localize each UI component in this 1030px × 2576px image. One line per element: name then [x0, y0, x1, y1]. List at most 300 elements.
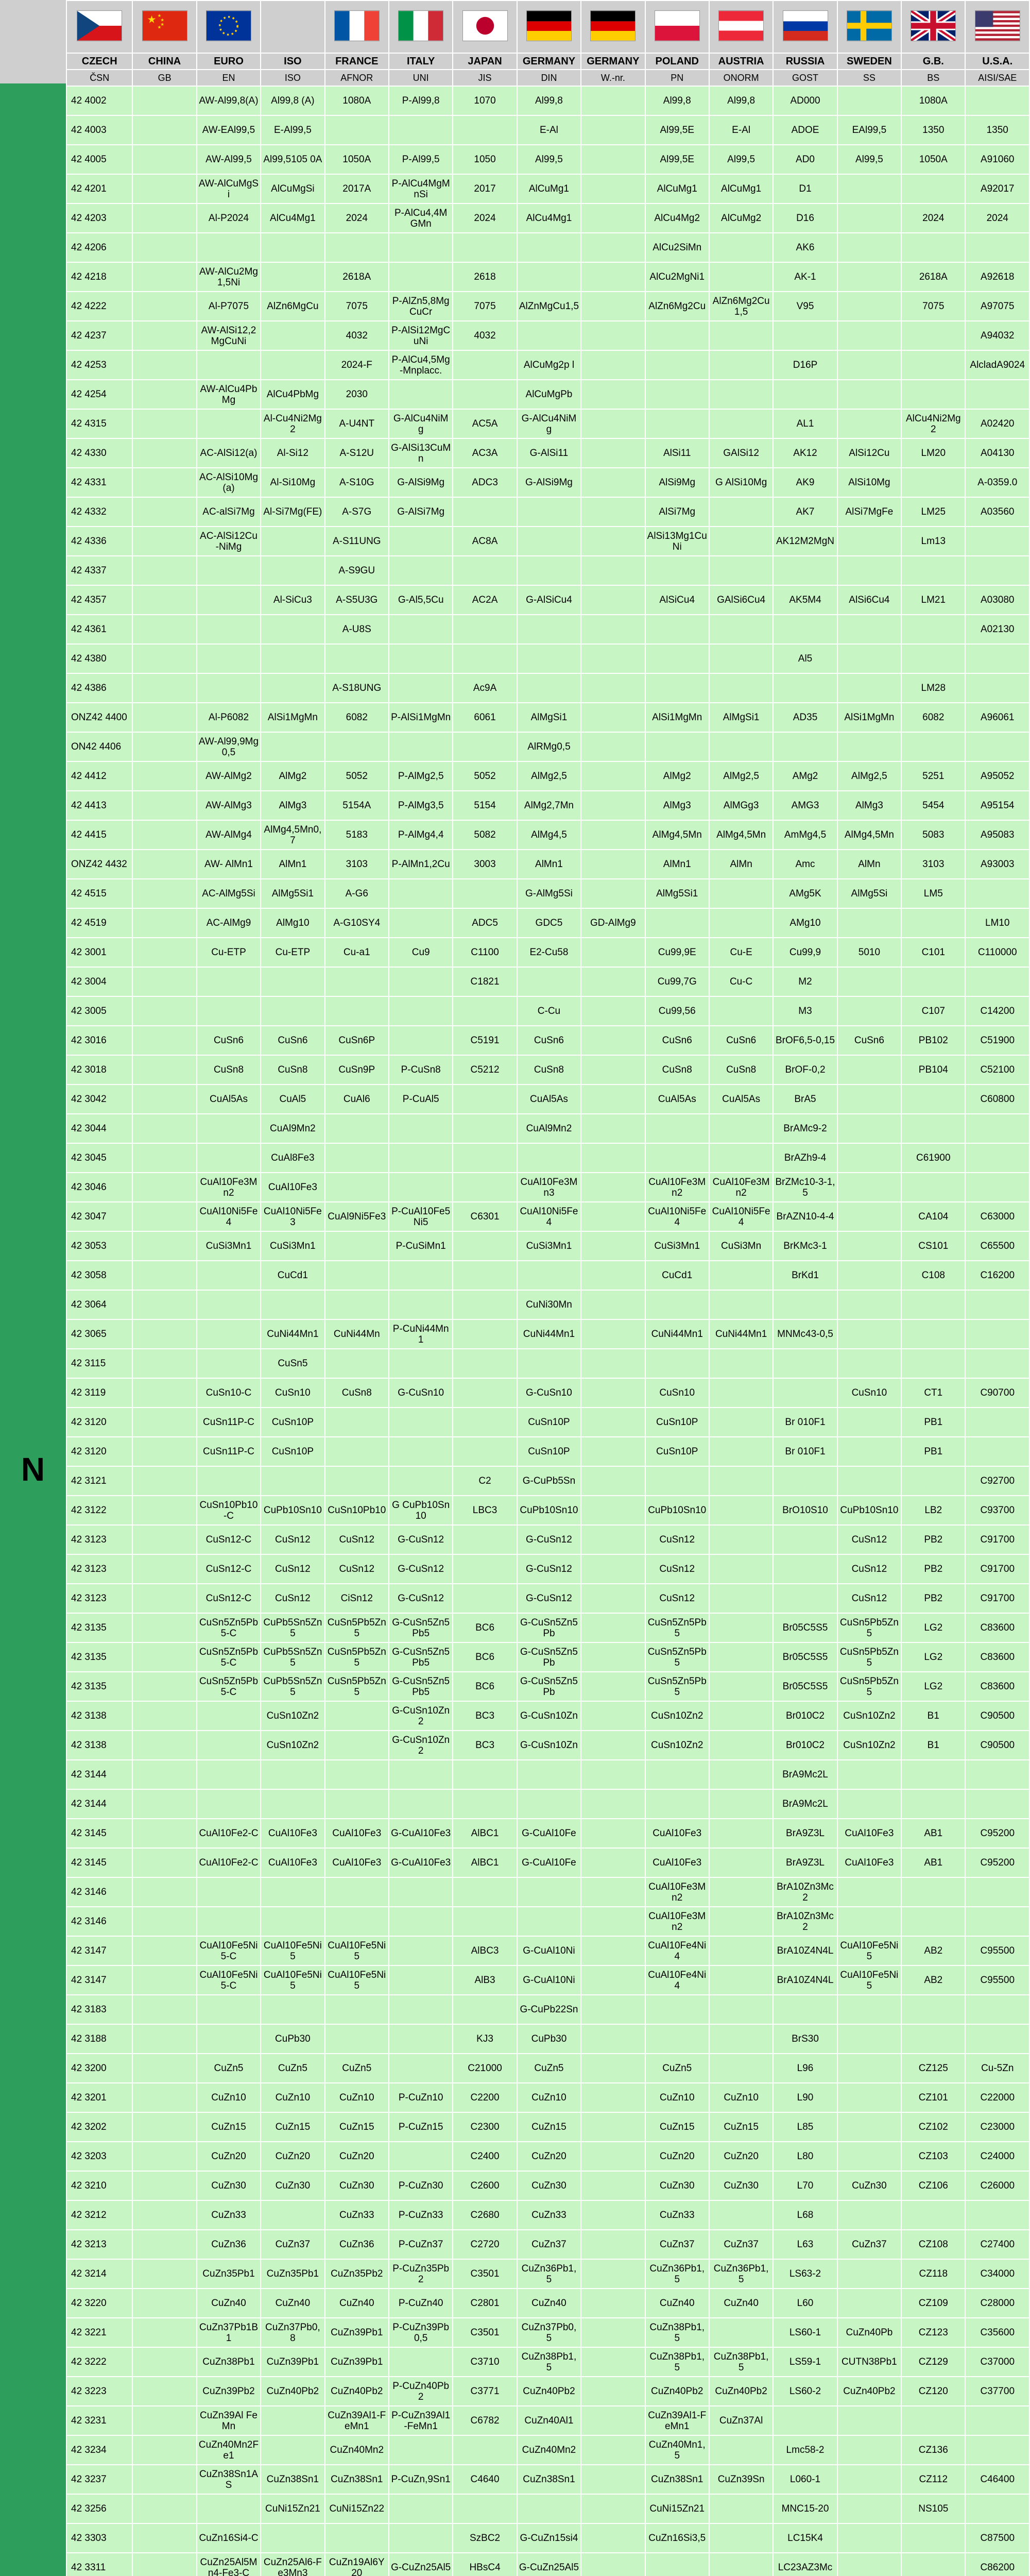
designation-cell: CuZn10	[709, 2083, 773, 2112]
table-row	[66, 1261, 1029, 1290]
designation-cell: BrOF6,5-0,15	[773, 1026, 837, 1055]
designation-cell: CuCd1	[261, 1261, 324, 1290]
designation-cell: B1	[901, 1731, 965, 1760]
designation-cell: C93700	[965, 1496, 1029, 1525]
designation-cell	[581, 321, 645, 350]
designation-cell	[132, 115, 196, 145]
designation-cell: A-G6	[325, 879, 389, 908]
designation-cell	[261, 615, 324, 644]
table-row	[66, 1378, 1029, 1408]
designation-cell: AB1	[901, 1848, 965, 1877]
designation-cell	[389, 1173, 453, 1202]
designation-cell: C23000	[965, 2112, 1029, 2142]
table-row	[66, 1907, 1029, 1936]
designation-cell: LS63-2	[773, 2259, 837, 2289]
designation-cell: CuZn5	[325, 2054, 389, 2083]
designation-cell	[773, 1995, 837, 2024]
designation-cell: A91060	[965, 145, 1029, 174]
standard-header: DIN	[517, 70, 581, 86]
flag-cell	[261, 1, 324, 53]
designation-cell	[261, 1290, 324, 1319]
designation-cell	[517, 673, 581, 703]
designation-cell	[132, 1378, 196, 1408]
designation-cell: CuSn12-C	[197, 1554, 261, 1584]
designation-cell: CuZn40	[261, 2289, 324, 2318]
designation-cell: GAlSi6Cu4	[709, 585, 773, 615]
designation-cell	[197, 1760, 261, 1789]
designation-cell: 2618	[453, 262, 517, 292]
designation-cell	[837, 2142, 901, 2171]
designation-cell: CuAl10Fe3Mn2	[709, 1173, 773, 1202]
designation-cell: CT1	[901, 1378, 965, 1408]
designation-cell: BrKMc3-1	[773, 1231, 837, 1261]
country-header: AUSTRIA	[709, 53, 773, 70]
designation-cell: CuAl10Fe3Mn2	[197, 1173, 261, 1202]
designation-cell: CuSn12	[645, 1554, 709, 1584]
designation-cell: AW-AlSi12,2MgCuNi	[197, 321, 261, 350]
designation-cell	[517, 497, 581, 527]
designation-cell: 2024	[453, 204, 517, 233]
designation-cell	[132, 497, 196, 527]
designation-cell	[389, 732, 453, 761]
designation-cell: Cu-ETP	[261, 938, 324, 967]
designation-cell	[517, 527, 581, 556]
designation-cell: AC-AlSi10Mg(a)	[197, 468, 261, 497]
designation-cell	[517, 1877, 581, 1907]
designation-cell: CuZn5	[517, 2054, 581, 2083]
designation-cell: CZ103	[901, 2142, 965, 2171]
designation-cell: CuSn6	[261, 1026, 324, 1055]
designation-cell: G-CuSn12	[517, 1584, 581, 1613]
designation-cell	[517, 1789, 581, 1819]
designation-cell: LG2	[901, 1672, 965, 1701]
designation-cell	[901, 732, 965, 761]
designation-cell	[837, 908, 901, 938]
designation-cell	[581, 2553, 645, 2576]
standard-header: W.-nr.	[581, 70, 645, 86]
designation-cell: CuSn12	[837, 1584, 901, 1613]
designation-cell	[645, 644, 709, 673]
designation-cell: CuSn8	[517, 1055, 581, 1084]
designation-cell: G-CuSn10Zn	[517, 1701, 581, 1731]
designation-cell: C5212	[453, 1055, 517, 1084]
designation-cell: A97075	[965, 292, 1029, 321]
designation-cell: AlMg2	[261, 761, 324, 791]
table-row	[66, 1173, 1029, 1202]
designation-cell: G-CuAl10Fe3	[389, 1819, 453, 1848]
designation-cell: G-CuAl10Ni	[517, 1936, 581, 1965]
designation-cell	[581, 2318, 645, 2347]
designation-cell: AMg5K	[773, 879, 837, 908]
designation-cell: NS105	[901, 2494, 965, 2523]
designation-cell	[132, 908, 196, 938]
designation-cell	[773, 1525, 837, 1554]
designation-cell: CuSn10P	[645, 1408, 709, 1437]
designation-cell	[837, 2024, 901, 2054]
designation-cell	[709, 1965, 773, 1995]
designation-cell	[261, 1466, 324, 1496]
designation-cell	[581, 1173, 645, 1202]
designation-cell: PB2	[901, 1584, 965, 1613]
designation-cell	[453, 644, 517, 673]
designation-cell: CuAl5As	[709, 1084, 773, 1114]
designation-cell	[837, 1995, 901, 2024]
designation-cell: CuZn10	[645, 2083, 709, 2112]
designation-cell: CuAl10Ni5Fe4	[517, 1202, 581, 1231]
designation-cell: CuPb5Sn5Zn5	[261, 1613, 324, 1642]
designation-cell	[132, 1936, 196, 1965]
designation-cell	[901, 556, 965, 585]
designation-cell: CuSn6	[197, 1026, 261, 1055]
designation-cell	[965, 2406, 1029, 2435]
table-row	[66, 1584, 1029, 1613]
designation-cell: CuZn10	[325, 2083, 389, 2112]
designation-cell	[645, 1760, 709, 1789]
table-row	[66, 1231, 1029, 1261]
czech-code-cell: 42 4254	[66, 380, 132, 409]
designation-cell	[132, 1319, 196, 1349]
designation-cell	[581, 1554, 645, 1584]
designation-cell: CuSn10Pb10-C	[197, 1496, 261, 1525]
designation-cell: Al-SiCu3	[261, 585, 324, 615]
designation-cell: AlSiCu4	[645, 585, 709, 615]
designation-cell: Al-Cu4Ni2Mg2	[261, 409, 324, 438]
designation-cell: 5010	[837, 938, 901, 967]
designation-cell: AlMg5Si	[837, 879, 901, 908]
designation-cell	[389, 1349, 453, 1378]
designation-cell: PB1	[901, 1408, 965, 1437]
czech-code-cell: 42 3220	[66, 2289, 132, 2318]
designation-cell	[132, 468, 196, 497]
designation-cell: CuAl10Fe3Mn2	[645, 1907, 709, 1936]
designation-cell: CuZn35Pb1	[261, 2259, 324, 2289]
designation-cell: LBC3	[453, 1496, 517, 1525]
designation-cell: Lm13	[901, 527, 965, 556]
designation-cell: 2017A	[325, 174, 389, 204]
designation-cell: B1	[901, 1701, 965, 1731]
designation-cell: LM21	[901, 585, 965, 615]
designation-cell	[709, 1584, 773, 1613]
designation-cell	[325, 1408, 389, 1437]
designation-cell: CuSn6	[645, 1026, 709, 1055]
table-row	[66, 409, 1029, 438]
designation-cell: CuAl10Fe5Ni5	[325, 1965, 389, 1995]
designation-cell	[517, 1143, 581, 1173]
designation-cell	[773, 1290, 837, 1319]
designation-cell: CuSn12-C	[197, 1584, 261, 1613]
designation-cell: MNMc43-0,5	[773, 1319, 837, 1349]
designation-cell	[709, 1378, 773, 1408]
designation-cell: P-AlMn1,2Cu	[389, 850, 453, 879]
designation-cell	[132, 1848, 196, 1877]
designation-cell	[901, 1466, 965, 1496]
designation-cell: GAlSi12	[709, 438, 773, 468]
designation-cell	[389, 615, 453, 644]
designation-cell: CZ118	[901, 2259, 965, 2289]
designation-cell	[581, 1819, 645, 1848]
designation-cell	[901, 2024, 965, 2054]
designation-cell: C22000	[965, 2083, 1029, 2112]
designation-cell	[581, 2259, 645, 2289]
designation-cell	[645, 1143, 709, 1173]
standard-header: ONORM	[709, 70, 773, 86]
designation-cell: CuZn5	[261, 2054, 324, 2083]
table-row	[66, 2171, 1029, 2200]
flag-cell	[517, 1, 581, 53]
designation-cell: Al99,5E	[645, 115, 709, 145]
table-row	[66, 2200, 1029, 2230]
czech-code-cell: 42 3045	[66, 1143, 132, 1173]
designation-cell: P-CuZn39Pb0,5	[389, 2318, 453, 2347]
czech-code-cell: 42 4413	[66, 791, 132, 820]
designation-cell	[965, 556, 1029, 585]
table-row	[66, 996, 1029, 1026]
designation-cell: Cu99,56	[645, 996, 709, 1026]
designation-cell: CuAl10Fe5Ni5-C	[197, 1936, 261, 1965]
designation-cell: CuSi3Mn1	[261, 1231, 324, 1261]
designation-cell: CuAl10Ni5Fe4	[197, 1202, 261, 1231]
designation-cell: A93003	[965, 850, 1029, 879]
designation-cell: C1100	[453, 938, 517, 967]
designation-cell: AlCu4Mg2	[645, 204, 709, 233]
designation-cell: AlB3	[453, 1965, 517, 1995]
designation-cell: CuPb5Sn5Zn5	[261, 1642, 324, 1672]
designation-cell	[453, 1173, 517, 1202]
designation-cell: L060-1	[773, 2465, 837, 2494]
designation-cell	[325, 1466, 389, 1496]
table-body	[66, 86, 1029, 2576]
designation-cell	[517, 262, 581, 292]
designation-cell	[709, 1789, 773, 1819]
designation-cell: G-CuSn10	[517, 1378, 581, 1408]
designation-cell: P-CuZn40Pb2	[389, 2377, 453, 2406]
designation-cell: P-CuAl10Fe5Ni5	[389, 1202, 453, 1231]
designation-cell	[773, 380, 837, 409]
designation-cell: P-AlSi12MgCuNi	[389, 321, 453, 350]
designation-cell: CuSn10P	[517, 1437, 581, 1466]
table-row	[66, 2523, 1029, 2553]
country-header-row	[66, 53, 1029, 70]
designation-cell: C2300	[453, 2112, 517, 2142]
designation-cell	[132, 438, 196, 468]
czech-code-cell: 42 3065	[66, 1319, 132, 1349]
designation-cell: CuZn37Al	[709, 2406, 773, 2435]
designation-cell: CuSn10P	[261, 1437, 324, 1466]
designation-cell: AW-AlCuMgSi	[197, 174, 261, 204]
designation-cell	[132, 86, 196, 115]
designation-cell: CuZn40Pb2	[837, 2377, 901, 2406]
designation-cell: LM10	[965, 908, 1029, 938]
designation-cell: CuZn35Pb1	[197, 2259, 261, 2289]
designation-cell: LS60-1	[773, 2318, 837, 2347]
designation-cell: CuZn39Al1-FeMn1	[325, 2406, 389, 2435]
designation-cell	[581, 438, 645, 468]
table-row	[66, 850, 1029, 879]
designation-cell: AlMg2,5	[837, 761, 901, 791]
designation-cell	[132, 1290, 196, 1319]
designation-cell	[837, 2083, 901, 2112]
designation-cell: C51900	[965, 1026, 1029, 1055]
designation-cell	[581, 292, 645, 321]
designation-cell: CuAl10Fe5Ni5	[261, 1965, 324, 1995]
designation-cell: CuZn30	[709, 2171, 773, 2200]
table-row	[66, 262, 1029, 292]
designation-cell: Br05C5S5	[773, 1642, 837, 1672]
table-row	[66, 1995, 1029, 2024]
sweden-flag-icon	[847, 10, 892, 41]
designation-cell: CuSn6P	[325, 1026, 389, 1055]
country-header: G.B.	[901, 53, 965, 70]
designation-cell: Br05C5S5	[773, 1613, 837, 1642]
sidebar	[0, 0, 66, 2576]
designation-cell: AlCuMgSi	[261, 174, 324, 204]
designation-cell	[709, 556, 773, 585]
designation-cell: CZ112	[901, 2465, 965, 2494]
designation-cell	[453, 2435, 517, 2465]
designation-cell	[709, 497, 773, 527]
designation-cell	[709, 1408, 773, 1437]
designation-cell	[132, 1789, 196, 1819]
designation-cell	[581, 2435, 645, 2465]
designation-cell: AL1	[773, 409, 837, 438]
standard-header: JIS	[453, 70, 517, 86]
designation-cell	[581, 2347, 645, 2377]
table-row	[66, 1760, 1029, 1789]
designation-cell	[581, 761, 645, 791]
designation-cell	[709, 2054, 773, 2083]
designation-cell	[389, 1995, 453, 2024]
designation-cell	[965, 1907, 1029, 1936]
designation-cell	[837, 967, 901, 996]
designation-cell: CuSi3Mn1	[517, 1231, 581, 1261]
country-header: EURO	[197, 53, 261, 70]
designation-cell: C61900	[901, 1143, 965, 1173]
designation-cell	[132, 820, 196, 850]
czech-code-cell: 42 3146	[66, 1907, 132, 1936]
designation-cell: CiSn12	[325, 1584, 389, 1613]
designation-cell	[389, 233, 453, 262]
designation-cell: AlMg3	[645, 791, 709, 820]
designation-cell	[837, 2200, 901, 2230]
designation-cell	[837, 1084, 901, 1114]
designation-cell	[132, 1877, 196, 1907]
designation-cell	[325, 1877, 389, 1907]
designation-cell	[261, 967, 324, 996]
table-row	[66, 2494, 1029, 2523]
czech-code-cell: 42 3135	[66, 1613, 132, 1642]
designation-cell: C86200	[965, 2553, 1029, 2576]
designation-cell	[325, 1995, 389, 2024]
designation-cell: AlSi7Mg	[645, 497, 709, 527]
designation-cell: C90500	[965, 1731, 1029, 1760]
designation-cell: CuAl10Fe2-C	[197, 1819, 261, 1848]
designation-cell	[132, 350, 196, 380]
designation-cell	[581, 1055, 645, 1084]
designation-cell	[901, 233, 965, 262]
designation-cell: AlZn6MgCu	[261, 292, 324, 321]
designation-cell	[453, 996, 517, 1026]
designation-cell	[132, 938, 196, 967]
czech-code-cell: 42 3122	[66, 1496, 132, 1525]
designation-cell: PB2	[901, 1525, 965, 1554]
designation-cell: P-CuAl5	[389, 1084, 453, 1114]
designation-cell	[709, 644, 773, 673]
czech-code-cell: 42 4201	[66, 174, 132, 204]
designation-cell	[132, 262, 196, 292]
designation-cell	[197, 233, 261, 262]
designation-cell	[837, 1760, 901, 1789]
czech-code-cell: 42 3147	[66, 1936, 132, 1965]
designation-cell	[132, 2171, 196, 2200]
designation-cell	[389, 2494, 453, 2523]
czech-code-cell: 42 3144	[66, 1789, 132, 1819]
flag-cell	[453, 1, 517, 53]
designation-cell: AlZnMgCu1,5	[517, 292, 581, 321]
designation-cell: CuAl10Ni5Fe4	[709, 1202, 773, 1231]
designation-cell: A02420	[965, 409, 1029, 438]
designation-cell	[197, 996, 261, 1026]
designation-cell: ADOE	[773, 115, 837, 145]
designation-cell: AC3A	[453, 438, 517, 468]
designation-cell	[581, 1936, 645, 1965]
designation-cell: Cu99,7G	[645, 967, 709, 996]
standards-table	[66, 0, 1030, 2576]
designation-cell: Cu99,9E	[645, 938, 709, 967]
designation-cell: LM20	[901, 438, 965, 468]
designation-cell	[837, 2406, 901, 2435]
designation-cell	[197, 1349, 261, 1378]
designation-cell: P-AlMg3,5	[389, 791, 453, 820]
designation-cell: AC-alSi7Mg	[197, 497, 261, 527]
designation-cell	[581, 556, 645, 585]
designation-cell	[453, 1584, 517, 1613]
table-row	[66, 1143, 1029, 1173]
designation-cell: C4640	[453, 2465, 517, 2494]
designation-cell	[581, 174, 645, 204]
designation-cell	[325, 967, 389, 996]
designation-cell: CZ125	[901, 2054, 965, 2083]
designation-cell	[261, 1760, 324, 1789]
designation-cell: AlCu2MgNi1	[645, 262, 709, 292]
designation-cell	[581, 527, 645, 556]
designation-cell	[132, 1496, 196, 1525]
designation-cell	[965, 732, 1029, 761]
flag-row	[66, 1, 1029, 53]
designation-cell: CuSn8	[325, 1378, 389, 1408]
country-header: CZECH	[66, 53, 132, 70]
designation-cell: CuSi3Mn1	[645, 1231, 709, 1261]
designation-cell	[581, 1437, 645, 1466]
designation-cell	[132, 967, 196, 996]
designation-cell	[837, 1437, 901, 1466]
designation-cell: AlMg2	[645, 761, 709, 791]
country-header: CHINA	[132, 53, 196, 70]
designation-cell	[901, 2406, 965, 2435]
designation-cell: CZ136	[901, 2435, 965, 2465]
designation-cell: CuSn10	[645, 1378, 709, 1408]
designation-cell	[517, 1349, 581, 1378]
designation-cell: Lmc58-2	[773, 2435, 837, 2465]
designation-cell: A-S10G	[325, 468, 389, 497]
designation-cell: CuSn10Zn2	[645, 1701, 709, 1731]
designation-cell	[965, 967, 1029, 996]
designation-cell	[581, 1114, 645, 1143]
designation-cell	[132, 2553, 196, 2576]
designation-cell: CuZn40Pb2	[645, 2377, 709, 2406]
czech-code-cell: 42 4357	[66, 585, 132, 615]
designation-cell	[453, 1319, 517, 1349]
table-row	[66, 908, 1029, 938]
